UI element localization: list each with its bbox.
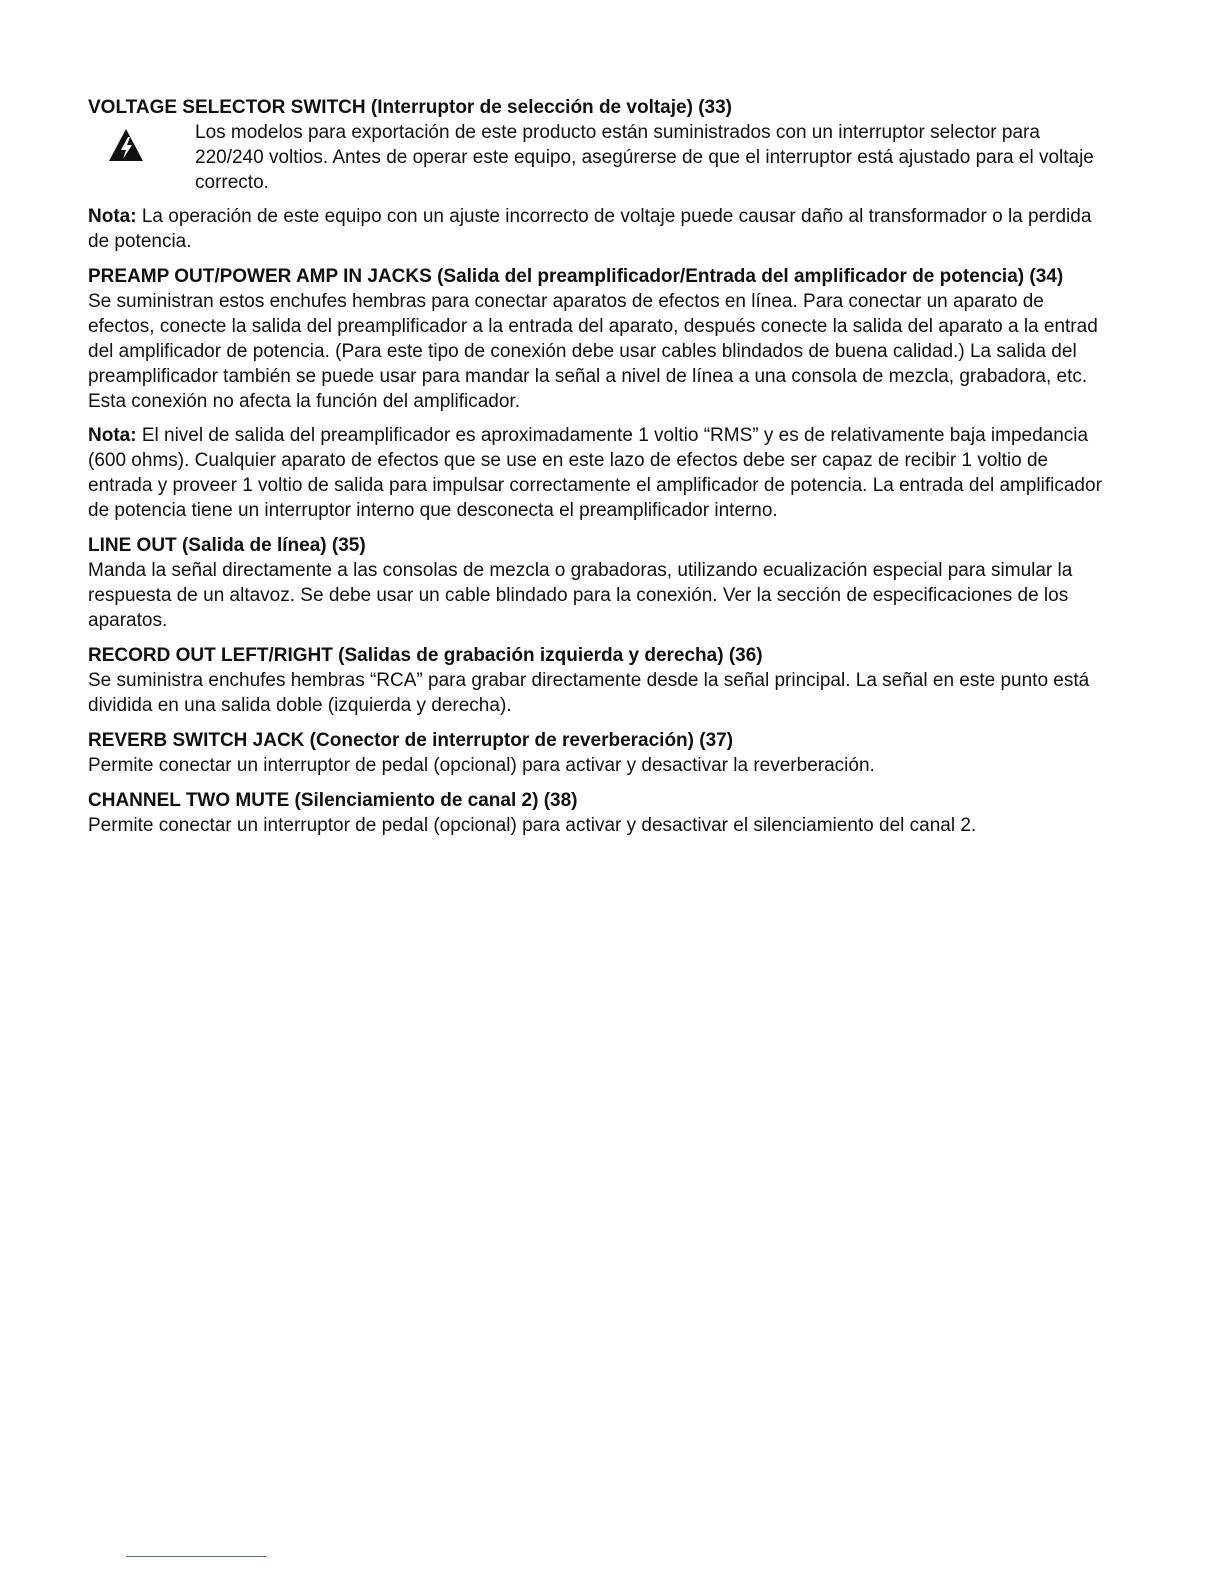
section-heading: PREAMP OUT/POWER AMP IN JACKS (Salida del preamplificador/Entrada del amplificador de potencia) (34): [88, 266, 1064, 287]
section-note: [88, 204, 1108, 254]
document-page: [88, 96, 1108, 849]
section-voltage-selector: [88, 96, 1108, 254]
note-label: Nota:: [88, 206, 137, 227]
section-heading: REVERB SWITCH JACK (Conector de interruptor de reverberación) (37): [88, 730, 734, 751]
section-channel-two-mute: [88, 789, 1108, 838]
warning-block: [88, 120, 1108, 195]
section-heading: CHANNEL TWO MUTE (Silenciamiento de canal 2) (38): [88, 790, 578, 811]
section-body: Permite conectar un interruptor de pedal (opcional) para activar y desactivar el silenciamiento del canal 2.: [88, 815, 977, 836]
note-label: Nota:: [88, 425, 137, 446]
electrical-warning-triangle-icon: [108, 128, 144, 162]
note-text: La operación de este equipo con un ajuste incorrecto de voltaje puede causar daño al transformador o la perdida de potencia.: [88, 206, 1092, 252]
footer-rule: [126, 1556, 267, 1557]
section-record-out: [88, 644, 1108, 718]
section-preamp-out: [88, 265, 1108, 523]
section-note: [88, 423, 1108, 523]
section-body: Los modelos para exportación de este producto están suministrados con un interruptor selector para 220/240 voltios. Antes de operar este equipo, asegúrerse de que el interruptor está ajustado para el voltaje correcto.: [195, 122, 1094, 193]
note-text: El nivel de salida del preamplificador es aproximadamente 1 voltio “RMS” y es de relativamente baja impedancia (600 ohms). Cualquier aparato de efectos que se use en este lazo de efectos debe ser capaz de recibir 1 voltio de entrada y proveer 1 voltio de salida para impulsar correctamente el amplificador de potencia. La entrada del amplificador de potencia tiene un interruptor interno que desconecta el preamplificador interno.: [88, 425, 1102, 521]
section-body: Se suministra enchufes hembras “RCA” para grabar directamente desde la señal principal. La señal en este punto está dividida en una salida doble (izquierda y derecha).: [88, 670, 1090, 716]
section-heading: VOLTAGE SELECTOR SWITCH (Interruptor de selección de voltaje) (33): [88, 97, 732, 118]
section-reverb-switch: [88, 729, 1108, 778]
section-body: Permite conectar un interruptor de pedal (opcional) para activar y desactivar la reverberación.: [88, 755, 875, 776]
section-body: Se suministran estos enchufes hembras para conectar aparatos de efectos en línea. Para conectar un aparato de efectos, conecte la salida del preamplificador a la entrada del aparato, después conecte la salida del aparato a la entrad del amplificador de potencia. (Para este tipo de conexión debe usar cables blindados de buena calidad.) La salida del preamplificador también se puede usar para mandar la señal a nivel de línea a una consola de mezcla, grabadora, etc. Esta conexión no afecta la función del amplificador.: [88, 291, 1098, 412]
section-line-out: [88, 534, 1108, 633]
section-heading: RECORD OUT LEFT/RIGHT (Salidas de grabación izquierda y derecha) (36): [88, 645, 763, 666]
section-body: Manda la señal directamente a las consolas de mezcla o grabadoras, utilizando ecualización especial para simular la respuesta de un altavoz. Se debe usar un cable blindado para la conexión. Ver la sección de especificaciones de los aparatos.: [88, 560, 1073, 631]
section-heading: LINE OUT (Salida de línea) (35): [88, 535, 366, 556]
